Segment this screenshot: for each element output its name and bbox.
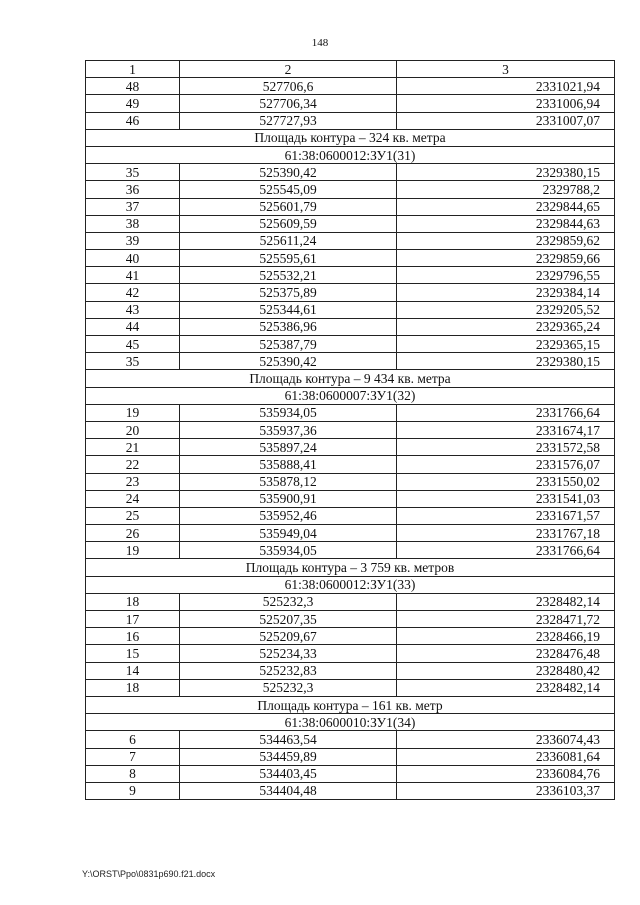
table-group-row: [86, 714, 615, 731]
cell-y: 2329844,63: [397, 215, 615, 232]
table-row: [86, 662, 615, 679]
table-row: [86, 679, 615, 696]
table-row: [86, 353, 615, 370]
header-cell-y: 3: [397, 61, 615, 78]
cell-y: 2329205,52: [397, 301, 615, 318]
cell-y: 2328480,42: [397, 662, 615, 679]
cell-point-number: 9: [86, 782, 180, 799]
table-row: [86, 490, 615, 507]
cell-y: 2329384,14: [397, 284, 615, 301]
cell-y: 2336074,43: [397, 731, 615, 748]
table-row: [86, 731, 615, 748]
cell-point-number: 19: [86, 404, 180, 421]
cell-x: 527727,93: [180, 112, 397, 129]
cell-y: 2328471,72: [397, 611, 615, 628]
cell-x: 535934,05: [180, 542, 397, 559]
cell-point-number: 48: [86, 78, 180, 95]
cell-y: 2336103,37: [397, 782, 615, 799]
cell-y: 2331006,94: [397, 95, 615, 112]
header-cell-x: 2: [180, 61, 397, 78]
cell-point-number: 18: [86, 593, 180, 610]
group-caption: 61:38:0600012:ЗУ1(33): [86, 576, 615, 593]
group-caption: 61:38:0600010:ЗУ1(34): [86, 714, 615, 731]
table-row: [86, 198, 615, 215]
table-group-row: [86, 576, 615, 593]
cell-x: 535878,12: [180, 473, 397, 490]
cell-point-number: 26: [86, 525, 180, 542]
cell-y: 2331550,02: [397, 473, 615, 490]
cell-point-number: 22: [86, 456, 180, 473]
cell-x: 535934,05: [180, 404, 397, 421]
cell-x: 535952,46: [180, 507, 397, 524]
cell-y: 2329380,15: [397, 164, 615, 181]
footer-file-path: Y:\ORST\Ppo\0831p690.f21.docx: [82, 869, 216, 879]
cell-x: 525532,21: [180, 267, 397, 284]
table-row: [86, 78, 615, 95]
table-row: [86, 267, 615, 284]
cell-y: 2331007,07: [397, 112, 615, 129]
cell-point-number: 24: [86, 490, 180, 507]
group-caption: Площадь контура – 9 434 кв. метра: [86, 370, 615, 387]
cell-x: 527706,6: [180, 78, 397, 95]
cell-x: 525609,59: [180, 215, 397, 232]
cell-y: 2331766,64: [397, 404, 615, 421]
table-row: [86, 473, 615, 490]
cell-y: 2331766,64: [397, 542, 615, 559]
group-caption: Площадь контура – 324 кв. метра: [86, 129, 615, 146]
table-row: [86, 318, 615, 335]
cell-point-number: 35: [86, 353, 180, 370]
cell-y: 2328482,14: [397, 593, 615, 610]
cell-x: 525375,89: [180, 284, 397, 301]
table-row: [86, 542, 615, 559]
table-row: [86, 593, 615, 610]
cell-x: 535900,91: [180, 490, 397, 507]
cell-x: 525232,3: [180, 679, 397, 696]
cell-point-number: 16: [86, 628, 180, 645]
table-row: [86, 250, 615, 267]
cell-y: 2336084,76: [397, 765, 615, 782]
cell-y: 2331767,18: [397, 525, 615, 542]
cell-point-number: 35: [86, 164, 180, 181]
cell-y: 2329859,62: [397, 232, 615, 249]
page-number: 148: [311, 37, 329, 49]
cell-point-number: 39: [86, 232, 180, 249]
cell-y: 2329859,66: [397, 250, 615, 267]
cell-point-number: 36: [86, 181, 180, 198]
cell-point-number: 15: [86, 645, 180, 662]
cell-point-number: 40: [86, 250, 180, 267]
table-row: [86, 439, 615, 456]
table-row: [86, 748, 615, 765]
cell-point-number: 42: [86, 284, 180, 301]
group-caption: Площадь контура – 161 кв. метр: [86, 696, 615, 713]
table-row: [86, 181, 615, 198]
cell-point-number: 21: [86, 439, 180, 456]
group-caption: 61:38:0600012:ЗУ1(31): [86, 146, 615, 163]
cell-point-number: 19: [86, 542, 180, 559]
header-cell-point-number: 1: [86, 61, 180, 78]
cell-x: 535897,24: [180, 439, 397, 456]
table-group-row: [86, 129, 615, 146]
table-row: [86, 95, 615, 112]
table-row: [86, 215, 615, 232]
group-caption: Площадь контура – 3 759 кв. метров: [86, 559, 615, 576]
cell-x: 534403,45: [180, 765, 397, 782]
cell-y: 2331576,07: [397, 456, 615, 473]
cell-x: 535949,04: [180, 525, 397, 542]
table-row: [86, 421, 615, 438]
cell-x: 535937,36: [180, 421, 397, 438]
cell-y: 2331541,03: [397, 490, 615, 507]
table-row: [86, 765, 615, 782]
cell-x: 525390,42: [180, 164, 397, 181]
cell-x: 525390,42: [180, 353, 397, 370]
cell-y: 2329365,24: [397, 318, 615, 335]
cell-point-number: 37: [86, 198, 180, 215]
cell-point-number: 38: [86, 215, 180, 232]
cell-y: 2331021,94: [397, 78, 615, 95]
cell-x: 525232,3: [180, 593, 397, 610]
cell-point-number: 17: [86, 611, 180, 628]
cell-x: 525387,79: [180, 336, 397, 353]
cell-y: 2329796,55: [397, 267, 615, 284]
cell-x: 525595,61: [180, 250, 397, 267]
cell-y: 2329788,2: [397, 181, 615, 198]
cell-x: 534404,48: [180, 782, 397, 799]
cell-y: 2329380,15: [397, 353, 615, 370]
cell-point-number: 23: [86, 473, 180, 490]
table-row: [86, 525, 615, 542]
cell-point-number: 43: [86, 301, 180, 318]
cell-x: 525386,96: [180, 318, 397, 335]
table-row: [86, 336, 615, 353]
cell-y: 2336081,64: [397, 748, 615, 765]
cell-y: 2328476,48: [397, 645, 615, 662]
table-row: [86, 112, 615, 129]
cell-x: 525234,33: [180, 645, 397, 662]
cell-y: 2329844,65: [397, 198, 615, 215]
table-row: [86, 782, 615, 799]
table-row: [86, 232, 615, 249]
cell-point-number: 41: [86, 267, 180, 284]
cell-y: 2331572,58: [397, 439, 615, 456]
cell-point-number: 7: [86, 748, 180, 765]
table-header-row: [86, 61, 615, 78]
cell-x: 525207,35: [180, 611, 397, 628]
cell-x: 534463,54: [180, 731, 397, 748]
cell-y: 2331674,17: [397, 421, 615, 438]
table-group-row: [86, 387, 615, 404]
table-row: [86, 628, 615, 645]
table-group-row: [86, 370, 615, 387]
table-row: [86, 507, 615, 524]
cell-y: 2328482,14: [397, 679, 615, 696]
table-row: [86, 164, 615, 181]
table-group-row: [86, 146, 615, 163]
cell-point-number: 6: [86, 731, 180, 748]
cell-x: 525545,09: [180, 181, 397, 198]
cell-point-number: 49: [86, 95, 180, 112]
table-row: [86, 456, 615, 473]
group-caption: 61:38:0600007:ЗУ1(32): [86, 387, 615, 404]
cell-x: 525601,79: [180, 198, 397, 215]
cell-y: 2328466,19: [397, 628, 615, 645]
table-row: [86, 645, 615, 662]
cell-x: 525344,61: [180, 301, 397, 318]
table-row: [86, 284, 615, 301]
cell-x: 525232,83: [180, 662, 397, 679]
cell-x: 525209,67: [180, 628, 397, 645]
cell-x: 534459,89: [180, 748, 397, 765]
cell-point-number: 46: [86, 112, 180, 129]
cell-point-number: 8: [86, 765, 180, 782]
table-group-row: [86, 696, 615, 713]
table-row: [86, 611, 615, 628]
cell-y: 2331671,57: [397, 507, 615, 524]
cell-point-number: 18: [86, 679, 180, 696]
table-row: [86, 404, 615, 421]
cell-point-number: 45: [86, 336, 180, 353]
cell-x: 535888,41: [180, 456, 397, 473]
cell-point-number: 20: [86, 421, 180, 438]
coordinates-table: [85, 60, 615, 800]
cell-x: 527706,34: [180, 95, 397, 112]
coordinates-table-body: [86, 61, 615, 800]
cell-point-number: 44: [86, 318, 180, 335]
cell-y: 2329365,15: [397, 336, 615, 353]
cell-x: 525611,24: [180, 232, 397, 249]
table-group-row: [86, 559, 615, 576]
cell-point-number: 14: [86, 662, 180, 679]
cell-point-number: 25: [86, 507, 180, 524]
table-row: [86, 301, 615, 318]
